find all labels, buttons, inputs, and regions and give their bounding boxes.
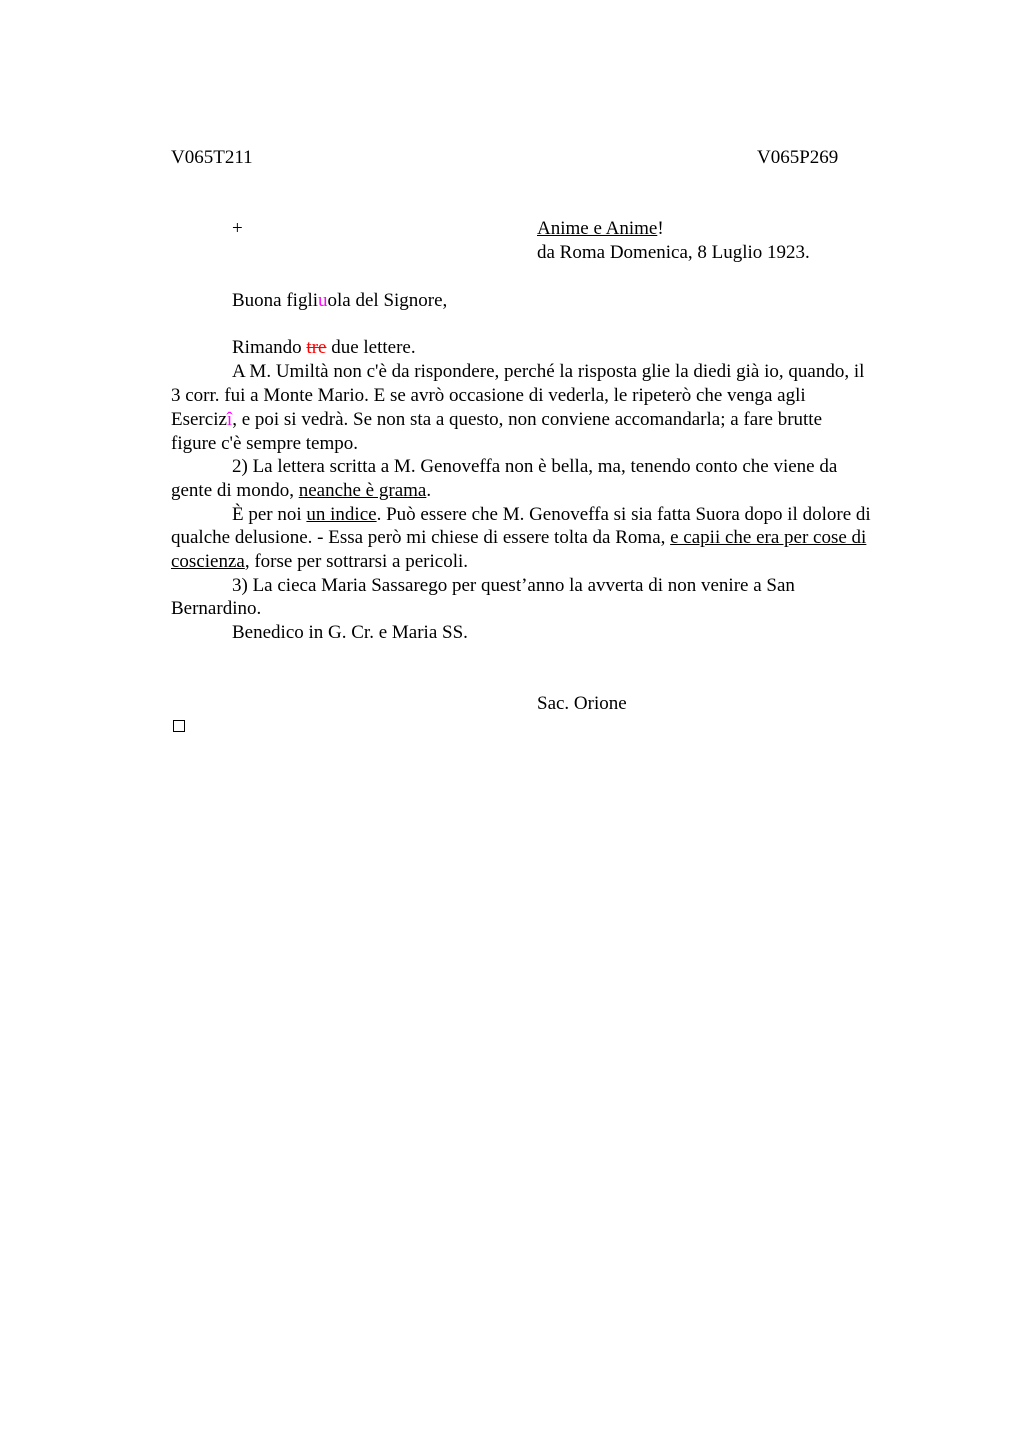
left-archive-code: V065T211: [171, 147, 253, 168]
body-line-9-underlined: e capii che era per cose di: [670, 527, 867, 548]
body-line-12: Bernardino.: [171, 598, 262, 619]
end-marker-box-icon: [173, 720, 185, 732]
body-line-4-b: , e poi si vedrà. Se non sta a questo, non conviene accomandarla; a fare brutte: [232, 409, 823, 430]
body-line-4-a: Eserciz: [171, 409, 227, 430]
body-line-8-b: . Può essere che M. Genoveffa si sia fatta Suora dopo il dolore di: [376, 504, 871, 525]
dateline: da Roma Domenica, 8 Luglio 1923.: [537, 242, 810, 263]
body-line-5: figure c'è sempre tempo.: [171, 433, 359, 454]
body-line-9-a: qualche delusione. - Essa però mi chiese di essere tolta da Roma,: [171, 527, 671, 548]
right-archive-code: V065P269: [757, 147, 839, 168]
body-line-7-a: gente di mondo,: [171, 480, 299, 501]
body-line-13: Benedico in G. Cr. e Maria SS.: [232, 622, 468, 643]
body-line-8-underlined: un indice: [306, 504, 377, 525]
salutation-part2: ola del Signore,: [327, 290, 448, 311]
body-line-2: A M. Umiltà non c'è da rispondere, perché la risposta glie la diedi già io, quando, il: [232, 361, 865, 382]
body-line-1-a: Rimando: [232, 337, 307, 358]
body-line-7-underlined: neanche è grama: [298, 480, 427, 501]
struck-word: tre: [306, 337, 327, 358]
body-line-1: [232, 336, 416, 360]
body-line-10-underlined: coscienza: [171, 551, 245, 572]
title-suffix: !: [657, 218, 664, 239]
body-line-7-b: .: [426, 480, 432, 501]
body-line-8-a: È per noi: [232, 504, 307, 525]
title-underlined: Anime e Anime: [537, 218, 658, 239]
cross-symbol: +: [232, 218, 243, 239]
salutation-part1: Buona figli: [232, 290, 319, 311]
body-line-1-b: due lettere.: [326, 337, 416, 358]
body-line-11: 3) La cieca Maria Sassarego per quest’anno la avverta di non venire a San: [232, 575, 795, 596]
salutation: [232, 289, 447, 313]
body-line-7: [171, 479, 431, 503]
body-line-10: [171, 550, 468, 574]
signature: Sac. Orione: [537, 693, 627, 714]
letter-title: [537, 217, 664, 241]
body-line-4-mark: î: [226, 409, 233, 430]
body-line-8: [232, 503, 871, 527]
body-line-4: [171, 408, 822, 432]
body-line-3: 3 corr. fui a Monte Mario. E se avrò occasione di vederla, le ripeterò che venga agli: [171, 385, 806, 406]
salutation-inserted-letter: u: [318, 290, 328, 311]
body-line-6: 2) La lettera scritta a M. Genoveffa non è bella, ma, tenendo conto che viene da: [232, 456, 838, 477]
body-line-9: [171, 526, 866, 550]
body-line-10-b: , forse per sottrarsi a pericoli.: [244, 551, 469, 572]
